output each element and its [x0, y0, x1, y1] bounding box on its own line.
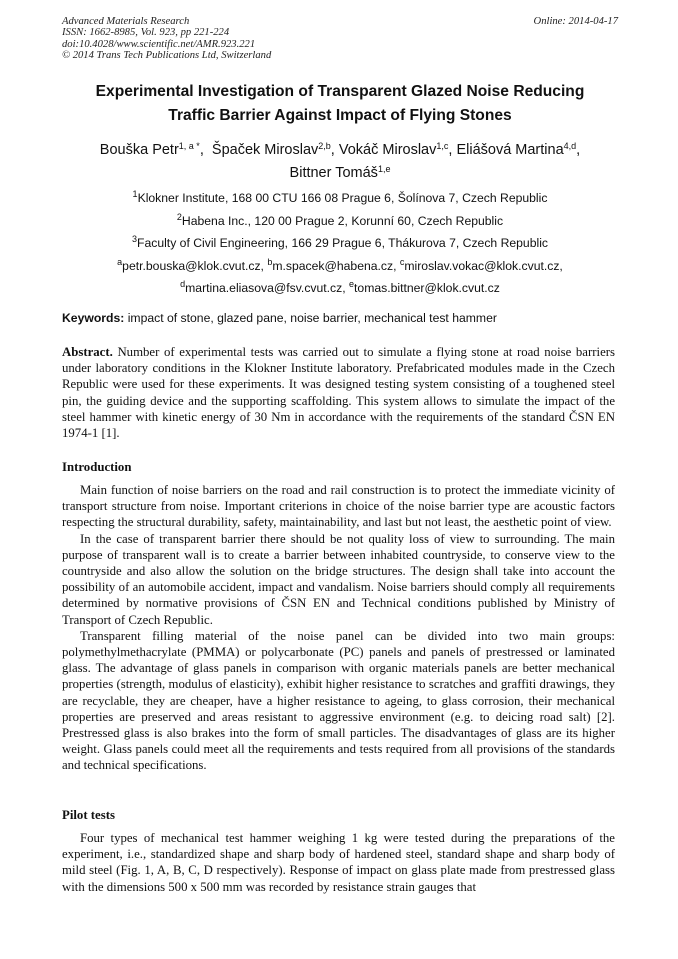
journal-copyright: © 2014 Trans Tech Publications Ltd, Switzerland [62, 50, 272, 62]
author-name: Bouška Petr [99, 142, 179, 158]
aff-sup: 3 [131, 234, 137, 245]
author-sup: 1,e [377, 164, 391, 175]
title-line-2: Traffic Barrier Against Impact of Flying Stones [168, 107, 512, 124]
author-sup: 4,d [563, 141, 577, 152]
emails-line-2 [62, 277, 618, 300]
intro-paragraph-1: Main function of noise barriers on the road and rail construction is to protect the immediate vicinity of transport structure from noise. Important criterions in choice of the noise barrier type are acoustic factors respecting the structural durability, safety, maintainability, and last but not least, the aesthetic point of view. [62, 483, 615, 530]
emails-line-1 [62, 255, 618, 278]
affiliation-1 [62, 187, 618, 210]
affiliation-3 [62, 232, 618, 255]
author-name: Eliášová Martina [456, 142, 564, 158]
email-link[interactable]: miroslav.vokac@klok.cvut.cz, [404, 258, 563, 273]
email-link[interactable]: tomas.bittner@klok.cvut.cz [354, 281, 500, 296]
author-sup: 1,c [436, 141, 449, 152]
intro-paragraph-3: Transparent filling material of the noise panel can be divided into two main groups: polymethylmethacrylate (PMMA) or polycarbonate (PC) panels and panels of prestressed or laminated glass. The advantage of glass panels in comparison with organic materials panels are better mechanical properties (strength, modulus of elasticity), exhibit higher resistance to scratches and graffiti drawings, they are recyclable, they are cheaper, have a higher resistance to ageing, to glass corrosion, their mechanical properties are preserved and areas resistant to aggressive environment (e.g. to deicing road salt) [2]. Prestressed glass is also brakes into the form of small particles. The disadvantages of glass are its higher weight. Glass panels could meet all the requirements and tests required from all provisions of the standards and technical specifications. [62, 628, 615, 773]
author-name: Bittner Tomáš [289, 165, 378, 181]
author-name: Špaček Miroslav [211, 142, 319, 158]
aff-text: Klokner Institute, 168 00 CTU 166 08 Prague 6, Šolínova 7, Czech Republic [137, 191, 548, 205]
email-link[interactable]: m.spacek@habena.cz, [272, 258, 397, 273]
affiliation-2 [62, 210, 618, 233]
author-sup: 2,b [318, 141, 331, 152]
aff-sup: 1 [132, 189, 138, 200]
abstract-paragraph [62, 344, 615, 441]
authors-line-2 [62, 162, 618, 185]
paper-title [62, 80, 618, 128]
journal-doi: doi:10.4028/www.scientific.net/AMR.923.221 [62, 38, 256, 50]
intro-paragraph-2: In the case of transparent barrier there should be not quality loss of view to surrounding. The main purpose of transparent wall is to create a barrier between inhabited countryside, to conserve view to the countryside and also allow the solution on the bridge structures. The design shall take into account the possibility of an automobile accident, impact and vandalism. Noise barriers should comply all requirements determined by normative provisions of ČSN EN and Technical conditions published by Ministry of Transport of Czech Republic. [62, 531, 615, 627]
introduction-section [62, 482, 615, 774]
email-sup: a [117, 256, 123, 267]
journal-header [62, 16, 618, 62]
authors-line-1: Bouška Petr$^{1, a *}$, Špaček Miroslav$^{2,b}$, Vokáč Miroslav$^{1,c}$, Eliášová Martina$^{4,d}$, [99, 141, 581, 158]
title-line-1: Experimental Investigation of Transparent Glazed Noise Reducing [95, 83, 585, 100]
abstract-label: Abstract. [62, 345, 113, 359]
aff-sup: 2 [176, 211, 182, 222]
section-heading-pilot-tests: Pilot tests [62, 808, 115, 822]
email-sup: d [180, 279, 186, 290]
email-sup: e [349, 279, 355, 290]
abstract [62, 344, 615, 441]
journal-issn: ISSN: 1662-8985, Vol. 923, pp 221-224 [62, 27, 230, 39]
email-link[interactable]: petr.bouska@klok.cvut.cz, [122, 258, 264, 273]
email-link[interactable]: martina.eliasova@fsv.cvut.cz, [185, 281, 346, 296]
abstract-text: Number of experimental tests was carried out to simulate a flying stone at road noise barriers under laboratory conditions in the Klokner Institute laboratory. Prefabricated modules made in the Czech Republic were used for these experiments. It was designed testing system consisting of a toughened steel pin, the guiding device and the supporting scaffolding. This system allows to simulate the impact of the steel hammer with kinetic energy of 30 Nm in accordance with the requirements of the standard ČSN EN 1974-1 [1]. [62, 345, 615, 441]
aff-text: Faculty of Civil Engineering, 166 29 Prague 6, Thákurova 7, Czech Republic [137, 236, 548, 251]
section-heading-introduction: Introduction [62, 460, 132, 474]
pilot-paragraph-1: Four types of mechanical test hammer weighing 1 kg were tested during the preparations of the experiment, i.e., standardized shape and sharp body of hardened steel, standard shape and sharp body of mild steel (Fig. 1, A, B, C, D respectively). Response of impact on glass plate made from prestressed glass with the dimensions 500 x 500 mm was recorded by resistance strain gauges that [62, 831, 615, 894]
email-sup: b [267, 256, 273, 267]
aff-text: Habena Inc., 120 00 Prague 2, Korunní 60, Czech Republic [181, 213, 504, 228]
author-list [62, 139, 618, 185]
email-sup: c [399, 256, 405, 267]
keywords-text: impact of stone, glazed pane, noise barrier, mechanical test hammer [127, 311, 497, 325]
author-sup: 1, a * [178, 141, 200, 152]
keywords-label: Keywords: [62, 311, 125, 325]
keywords [62, 311, 618, 326]
pilot-tests-section [62, 830, 615, 895]
author-name: Vokáč Miroslav [338, 142, 437, 158]
online-date: Online: 2014-04-17 [533, 16, 618, 27]
affiliations [62, 187, 618, 300]
journal-name: Advanced Materials Research [62, 16, 190, 27]
